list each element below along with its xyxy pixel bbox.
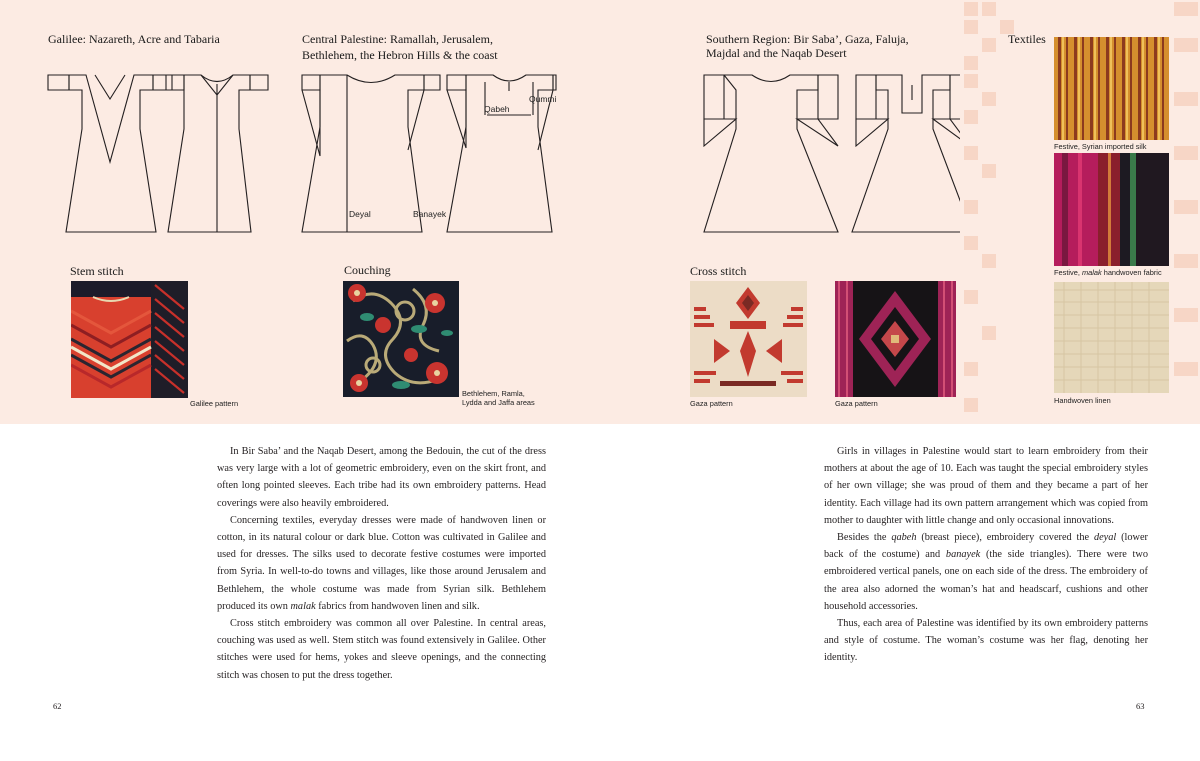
galilee-pattern-caption: Galilee pattern — [190, 399, 239, 408]
southern-dress-front — [704, 75, 838, 232]
qabeh-label: Qabeh — [484, 104, 510, 114]
dress-diagrams — [0, 0, 960, 240]
banayek-label: Banayek — [413, 209, 447, 219]
couching-heading: Couching — [344, 263, 391, 277]
linen-caption: Handwoven linen — [1054, 396, 1111, 405]
couching-photo — [343, 281, 459, 397]
festive-malak-caption: Festive, malak handwoven fabric — [1054, 268, 1162, 277]
central-heading-line2: Bethlehem, the Hebron Hills & the coast — [302, 48, 498, 62]
left-paragraph-2: Concerning textiles, everyday dresses were made of handwoven linen or cotton, in its natural colour or dark blue. Cotton was cultivated in Galilee and used for dresses. The silks used to decorate festive costumes were imported from Syria. In well-to-do towns and villages, like those around Jerusalem and Bethlehem, the whole costume was made from Syrian silk. Bethlehem produced its own malak fabrics from handwoven linen and silk. — [217, 514, 546, 612]
left-paragraph-1: In Bir Saba’ and the Naqab Desert, among the Bedouin, the cut of the dress was very large with a lot of geometric embroidery, even on the skirt front, and often long pointed sleeves. Each tribe had its own embroidery patterns. Head coverings were also heavily embroidered. — [217, 446, 546, 509]
deyal-label: Deyal — [349, 209, 371, 219]
silk-textile-photo — [1054, 37, 1169, 140]
left-paragraph-3: Cross stitch embroidery was common all over Palestine. In central areas, couching was used as well. Stem stitch was found extensively in Galilee. Other stitches were used for hems, yokes and sleeve openings, and the connecting stitch was chosen to put the dress together. — [217, 618, 546, 681]
galilee-dress-front — [48, 75, 172, 232]
qummi-label: Qummi — [529, 94, 557, 104]
cross-stitch-heading: Cross stitch — [690, 264, 747, 278]
page-number-left: 62 — [53, 701, 62, 711]
gaza-pattern-caption-2: Gaza pattern — [835, 399, 878, 408]
right-body-text — [824, 443, 1148, 667]
galilee-heading: Galilee: Nazareth, Acre and Tabaria — [48, 32, 220, 46]
festive-silk-caption: Festive, Syrian imported silk — [1054, 142, 1147, 151]
bethlehem-caption-line2: Lydda and Jaffa areas — [462, 398, 535, 407]
galilee-dress-back — [166, 75, 268, 232]
central-heading-line1: Central Palestine: Ramallah, Jerusalem, — [302, 32, 493, 46]
linen-textile-photo — [1054, 282, 1169, 393]
southern-dress-back — [852, 75, 960, 232]
southern-heading-line1: Southern Region: Bir Saba’, Gaza, Faluja, — [706, 32, 909, 46]
right-paragraph-3: Thus, each area of Palestine was identified by its own embroidery patterns and style of costume. The woman’s costume was her flag, denoting her identity. — [824, 618, 1148, 664]
cross-stitch-photo-1 — [690, 281, 807, 397]
stem-stitch-heading: Stem stitch — [70, 264, 124, 278]
right-paragraph-2: Besides the qabeh (breast piece), embroidery covered the deyal (lower back of the costume) and banayek (the side triangles). There were two embroidered vertical panels, one on each side of the dress. The embroidery of the area also adorned the woman’s hat and headscarf, cushions and other household accessories. — [824, 532, 1149, 612]
page-number-right: 63 — [1136, 701, 1145, 711]
malak-textile-photo — [1054, 153, 1169, 266]
cross-stitch-photo-2 — [835, 281, 956, 397]
right-paragraph-1: Girls in villages in Palestine would start to learn embroidery from their mothers at about the age of 10. Each was taught the special embroidery styles of her own village; she was proud of them and they became a part of her identity. Each village had its own pattern arrangement which was copied from mother to daughter with little change and only occasional innovations. — [824, 446, 1148, 526]
stem-stitch-photo — [71, 281, 188, 398]
bethlehem-caption-line1: Bethlehem, Ramla, — [462, 389, 525, 398]
textiles-heading: Textiles — [1008, 32, 1046, 46]
left-body-text — [217, 443, 546, 684]
southern-heading-line2: Majdal and the Naqab Desert — [706, 46, 847, 60]
gaza-pattern-caption-1: Gaza pattern — [690, 399, 733, 408]
